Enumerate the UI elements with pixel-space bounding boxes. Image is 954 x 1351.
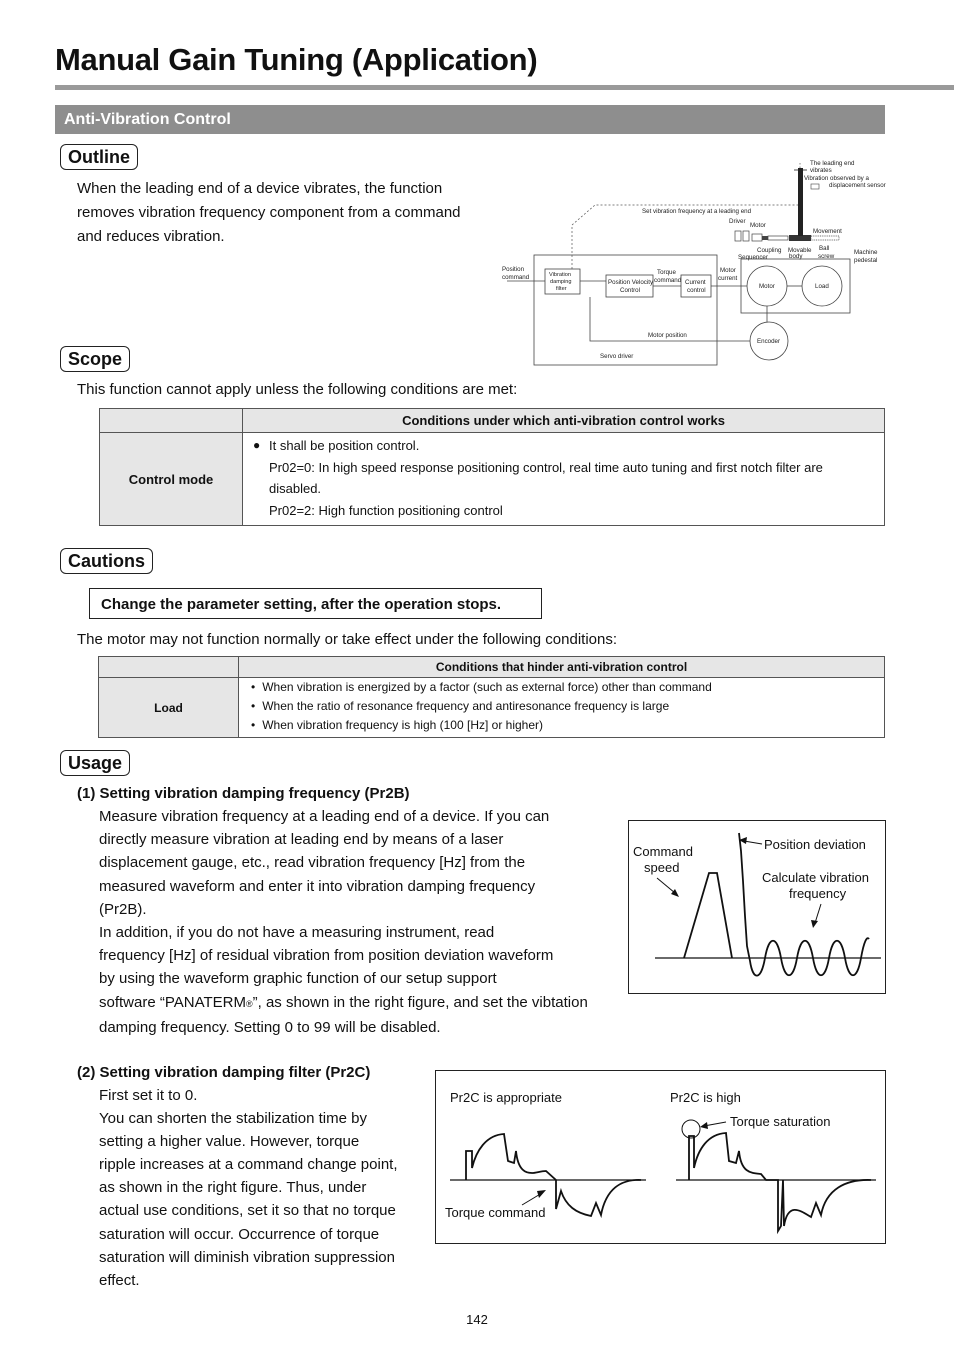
step1-line [99,991,639,1016]
position-deviation-label: Position deviation [764,837,866,852]
step1-line9b: ”, as shown in the right figure, and set the vibtation [252,993,588,1011]
scope-heading: Scope [60,346,130,372]
mc-label-1: Motor [720,267,736,274]
coupling-label: Coupling [757,247,782,254]
scope-line: Pr02=2: High function positioning control [269,502,503,518]
usage-heading: Usage [60,750,130,776]
cautions-row-cell [239,678,885,738]
torque-label-2: command [654,277,682,284]
outline-line: removes vibration frequency component from a command [77,204,461,221]
high-label: Pr2C is high [670,1090,741,1105]
scope-intro: This function cannot apply unless the following conditions are met: [77,381,518,398]
scope-line: It shall be position control. [269,438,420,453]
observed-label-1: Vibration observed by a [804,175,869,182]
movement-label: Movement [813,228,842,235]
torque-chart [436,1071,885,1243]
torque-figure [435,1070,886,1244]
torque-high-trace [689,1133,871,1231]
cautions-line: • When the ratio of resonance frequency and antiresonance frequency is large [251,697,876,716]
step2-line: You can shorten the stabilization time by [99,1110,367,1128]
page-title: Manual Gain Tuning (Application) [55,42,538,77]
outline-text [77,177,507,249]
ball-label-1: Ball [819,245,830,252]
step1-line: displacement gauge, etc., read vibration frequency [Hz] from the [99,854,526,872]
step2-line: saturation will occur. Occurrence of torque [99,1225,380,1243]
scope-line: disabled. [269,481,322,496]
cautions-line: • When vibration is energized by a factor (such as external force) other than command [251,678,876,697]
scope-row-cell [243,433,885,526]
title-rule [55,85,954,90]
movable-label-1: Movable [788,247,812,254]
position-command-label-2: command [502,274,530,281]
step1-line: (Pr2B). [99,900,147,918]
cautions-row-head: Load [99,678,239,738]
outline-line: and reduces vibration. [77,228,225,245]
cautions-heading: Cautions [60,548,153,574]
section-band: Anti-Vibration Control [55,105,885,134]
leading-end-label-1: The leading end [810,160,855,167]
leading-end-label-2: vibrates [810,167,832,174]
step1-line: by using the waveform graphic function of our setup support [99,970,497,988]
pvc-label-1: Position Velocity [608,279,654,286]
cautions-intro: The motor may not function normally or take effect under the following conditions: [77,631,618,648]
outline-line: When the leading end of a device vibrates, the function [77,180,443,197]
vdf-label-2: damping [550,279,572,285]
ball-label-2: screw [818,253,835,260]
step2-line: as shown in the right figure. Thus, under [99,1179,367,1197]
observed-label-2: displacement sensor [829,182,886,189]
cautions-table [98,656,885,738]
calc-label-1: Calculate vibration [762,870,869,885]
servo-driver-label: Servo driver [600,353,634,360]
leading-end-arm [798,168,803,236]
sequencer-label: Sequencer [738,254,768,261]
scope-table-header: Conditions under which anti-vibration control works [243,409,885,433]
cc-label-1: Current [685,279,706,286]
step2-line: setting a higher value. However, torque [99,1133,360,1151]
load-label: Load [815,283,829,290]
position-deviation-figure [628,820,886,994]
set-frequency-label: Set vibration frequency at a leading end [642,208,752,215]
step1-line: Measure vibration frequency at a leading end of a device. If you can [99,808,550,825]
step1-title: (1) Setting vibration damping frequency (Pr2B) [77,785,410,802]
command-label-1: Command [633,844,693,859]
step1-line9a: software “PANATERM [99,993,246,1011]
step2-line: saturation will diminish vibration suppression [99,1248,395,1266]
mc-label-2: current [718,275,738,282]
step2-title: (2) Setting vibration damping filter (Pr2C) [77,1064,371,1081]
machine-label-1: Machine [854,249,878,256]
vdf-label-3: filter [556,286,567,292]
step2-line: effect. [99,1271,140,1289]
step1-line: measured waveform and enter it into vibration damping frequency [99,877,536,895]
motor-top-label: Motor [750,222,766,229]
step1-line: damping frequency. Setting 0 to 99 will be disabled. [99,1018,441,1036]
appropriate-label: Pr2C is appropriate [450,1090,562,1105]
machine-label-2: pedestal [854,257,878,264]
cautions-line: • When vibration frequency is high (100 [Hz] or higher) [251,716,876,735]
bullet-icon: ● [253,438,261,452]
position-deviation-trace [739,833,869,976]
motor-position-label: Motor position [648,332,687,339]
torque-appropriate-trace [466,1134,641,1216]
scope-line: Pr02=0: In high speed response positioning control, real time auto tuning and first notch filter are [269,459,823,475]
step1-line: frequency [Hz] of residual vibration from position deviation waveform [99,947,554,965]
servo-system-diagram [495,155,895,370]
vdf-label-1: Vibration [549,272,571,278]
caution-box: Change the parameter setting, after the operation stops. [89,588,542,619]
torque-label-1: Torque [657,269,676,276]
scope-row-head: Control mode [100,433,243,526]
calc-label-2: frequency [789,886,847,901]
motor-label: Motor [759,283,775,290]
step1-line: In addition, if you do not have a measuring instrument, read [99,924,495,942]
pvc-label-2: Control [620,287,640,294]
cc-label-2: control [687,287,706,294]
step2-text [99,1084,429,1292]
torque-command-label: Torque command [445,1205,546,1220]
scope-table [99,408,885,526]
cautions-table-corner [99,657,239,678]
cautions-table-header: Conditions that hinder anti-vibration control [239,657,885,678]
position-deviation-chart [629,821,885,993]
page-number: 142 [466,1312,488,1327]
step1-line: directly measure vibration at leading end by means of a laser [99,831,504,849]
position-command-label-1: Position [502,266,525,273]
command-speed-trace [684,873,732,958]
registered-mark: ® [245,998,253,1009]
scope-table-corner [100,409,243,433]
movable-label-2: body [789,253,803,260]
driver-label: Driver [729,218,746,225]
step1-text [99,805,639,1039]
step2-line: First set it to 0. [99,1087,198,1104]
command-label-2: speed [644,860,680,875]
step2-line: ripple increases at a command change point, [99,1156,398,1174]
saturation-label: Torque saturation [730,1114,831,1129]
outline-heading: Outline [60,144,138,170]
step2-line: actual use conditions, set it so that no torque [99,1202,396,1220]
encoder-label: Encoder [757,338,781,345]
